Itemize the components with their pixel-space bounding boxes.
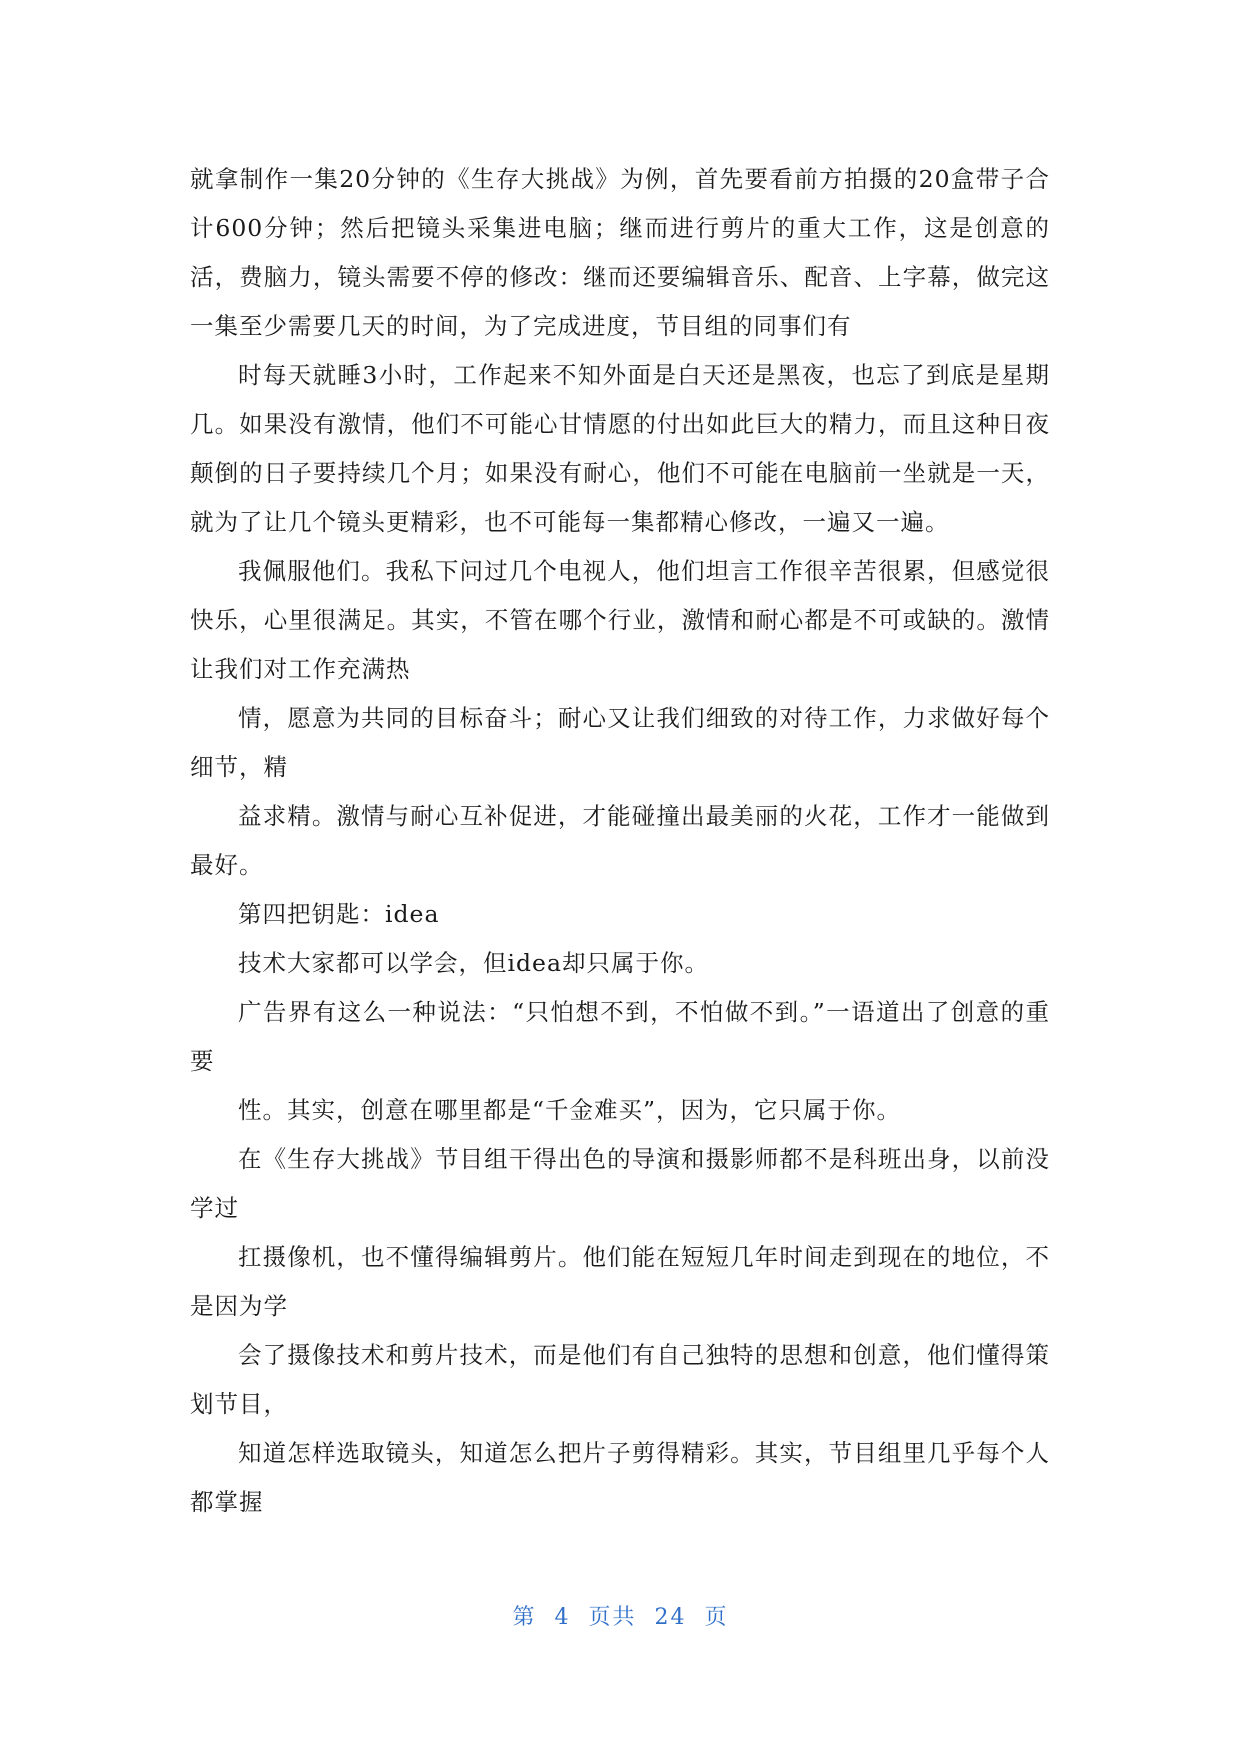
section-heading: 第四把钥匙：idea [238, 900, 440, 928]
paragraph: 知道怎样选取镜头，知道怎么把片子剪得精彩。其实，节目组里几乎每个人都掌握 [190, 1439, 1050, 1516]
paragraph: 广告界有这么一种说法：“只怕想不到，不怕做不到。”一语道出了创意的重要 [190, 998, 1050, 1075]
paragraph: 扛摄像机，也不懂得编辑剪片。他们能在短短几年时间走到现在的地位，不是因为学 [190, 1243, 1050, 1320]
paragraph: 我佩服他们。我私下问过几个电视人，他们坦言工作很辛苦很累，但感觉很快乐，心里很满足。其实，不管在哪个行业，激情和耐心都是不可或缺的。激情让我们对工作充满热 [190, 557, 1050, 683]
paragraph: 情，愿意为共同的目标奋斗；耐心又让我们细致的对待工作，力求做好每个细节，精 [190, 704, 1050, 781]
current-page-number: 4 [554, 1605, 571, 1630]
document-body [190, 155, 1050, 1527]
paragraph: 性。其实，创意在哪里都是“千金难买”，因为，它只属于你。 [238, 1096, 902, 1124]
paragraph: 时每天就睡3小时，工作起来不知外面是白天还是黑夜，也忘了到底是星期几。如果没有激情，他们不可能心甘情愿的付出如此巨大的精力，而且这种日夜颠倒的日子要持续几个月；如果没有耐心，他们不可能在电脑前一坐就是一天，就为了让几个镜头更精彩，也不可能每一集都精心修改，一遍又一遍。 [190, 361, 1050, 536]
page-label-suffix: 页 [704, 1605, 729, 1630]
paragraph: 益求精。激情与耐心互补促进，才能碰撞出最美丽的火花，工作才一能做到最好。 [190, 802, 1050, 879]
page-footer [0, 1600, 1241, 1631]
paragraph: 在《生存大挑战》节目组干得出色的导演和摄影师都不是科班出身，以前没学过 [190, 1145, 1050, 1222]
total-pages-number: 24 [654, 1605, 687, 1630]
page-label-mid: 页共 [588, 1605, 637, 1630]
paragraph: 技术大家都可以学会，但idea却只属于你。 [238, 949, 709, 977]
paragraph: 就拿制作一集20分钟的《生存大挑战》为例，首先要看前方拍摄的20盒带子合计600分钟；然后把镜头采集进电脑；继而进行剪片的重大工作，这是创意的活，费脑力，镜头需要不停的修改：继而还要编辑音乐、配音、上字幕，做完这一集至少需要几天的时间，为了完成进度，节目组的同事们有 [190, 165, 1050, 340]
page-label-prefix: 第 [512, 1605, 537, 1630]
paragraph: 会了摄像技术和剪片技术，而是他们有自己独特的思想和创意，他们懂得策划节目， [190, 1341, 1050, 1418]
